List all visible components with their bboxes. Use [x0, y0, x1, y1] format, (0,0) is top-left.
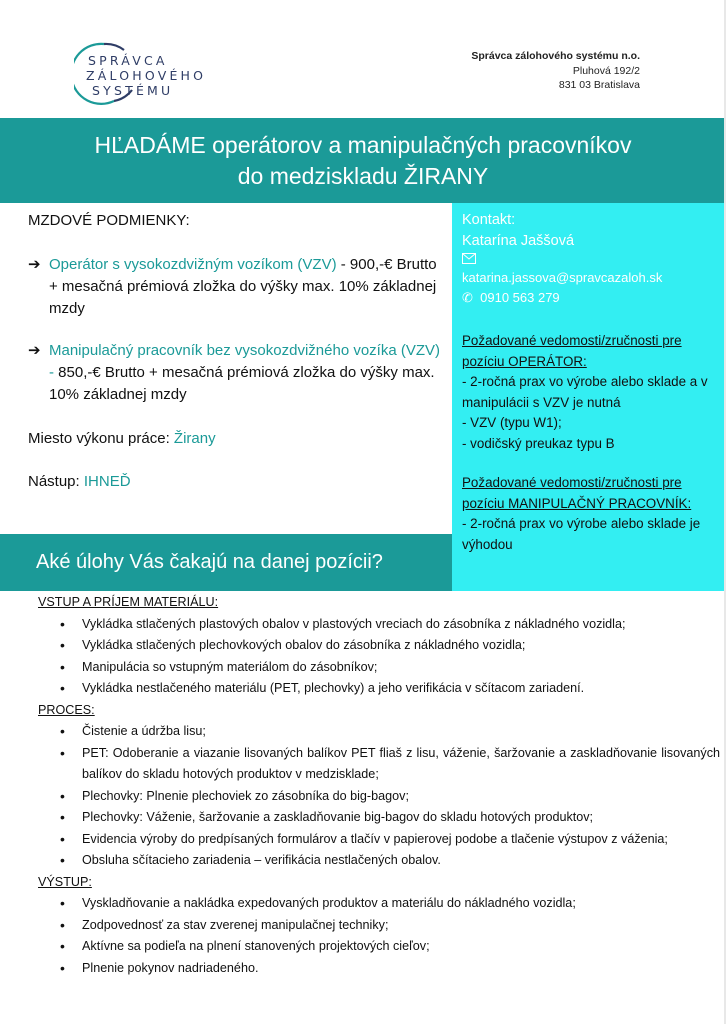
position-title: Manipulačný pracovník bez vysokozdvižného vozíka (VZV) — [49, 342, 441, 359]
list-item: • Vykládka stlačených plastových obalov v plastových vreciach do zásobníka z nákladného vozidla; — [38, 614, 720, 636]
position-sep: - — [336, 256, 346, 273]
contact-phone-row — [462, 288, 716, 308]
list-item: • PET: Odoberanie a viazanie lisovaných balíkov PET fliaš z lisu, váženie, šaržovanie a zaskladňovanie lisovaných balíkov do skladu hotových produktov v medzisklade; — [38, 743, 720, 786]
requirement-item: - 2-ročná prax vo výrobe alebo sklade a v manipulácii s VZV je nutná — [462, 374, 708, 410]
contact-panel — [452, 203, 726, 591]
phone-icon: ✆ — [462, 290, 473, 305]
section-title: VÝSTUP: — [38, 874, 92, 889]
tasks-banner: Aké úlohy Vás čakajú na danej pozícii? — [0, 534, 452, 591]
contact-name: Katarína Jaššová — [462, 233, 575, 249]
requirement-item: - vodičský preukaz typu B — [462, 435, 615, 451]
arrow-right-icon: ➔ — [28, 342, 41, 359]
list-item: • Vykládka nestlačeného materiálu (PET, plechovky) a jeho verifikácia v sčítacom zariadení. — [38, 678, 720, 700]
list-item: • Evidencia výroby do predpísaných formulárov a tlačív v papierovej podobe a tlačenie výstupov z váženia; — [38, 829, 720, 851]
contact-email[interactable]: katarina.jassova@spravcazaloh.sk — [462, 270, 663, 285]
requirement-item: - 2-ročná prax vo výrobe alebo sklade je výhodou — [462, 516, 701, 552]
list-item: • Čistenie a údržba lisu; — [38, 721, 720, 743]
company-city: 831 03 Bratislava — [558, 79, 640, 91]
section-title: VSTUP A PRÍJEM MATERIÁLU: — [38, 595, 219, 609]
work-place-label: Miesto výkonu práce: — [28, 430, 174, 447]
title-line: do medziskladu ŽIRANY — [237, 163, 489, 189]
list-item: • Plnenie pokynov nadriadeného. — [38, 958, 720, 980]
logo — [74, 38, 244, 106]
logo-line: ZÁLOHOVÉHO — [86, 68, 207, 83]
position-item — [28, 254, 448, 320]
position-desc: 900,-€ Brutto + mesačná prémiová zložka do výšky max. 10% základnej mzdy — [49, 256, 437, 317]
start-date — [28, 471, 448, 493]
envelope-icon — [462, 252, 716, 268]
list-item: • Obsluha sčítacieho zariadenia – verifikácia nestlačených obalov. — [38, 850, 720, 872]
company-address — [471, 49, 640, 93]
section-title: PROCES: — [38, 702, 95, 717]
position-desc: 850,-€ Brutto + mesačná prémiová zložka do výšky max. 10% základnej mzdy — [49, 364, 435, 403]
logo-text — [86, 53, 206, 98]
requirement-item: - VZV (typu W1); — [462, 415, 562, 430]
work-place — [28, 428, 448, 450]
position-title: Operátor s vysokozdvižným vozíkom (VZV) — [49, 256, 337, 273]
wage-conditions — [28, 210, 448, 493]
list-item: • Aktívne sa podieľa na plnení stanovených projektových cieľov; — [38, 936, 720, 958]
requirements-title: Požadované vedomosti/zručnosti pre pozíciu OPERÁTOR: — [462, 333, 682, 369]
contact-label: Kontakt: — [462, 212, 516, 228]
title-banner — [0, 118, 726, 203]
start-value: IHNEĎ — [83, 473, 131, 490]
logo-line: SYSTÉMU — [92, 83, 174, 98]
list-item: • Vykládka stlačených plechovkových obalov do zásobníka z nákladného vozidla; — [38, 635, 720, 657]
list-item: • Vyskladňovanie a nakládka expedovaných produktov a materiálu do nákladného vozidla; — [38, 893, 720, 915]
arrow-right-icon: ➔ — [28, 256, 41, 273]
tasks-section — [38, 592, 720, 979]
list-item: • Manipulácia so vstupným materiálom do zásobníkov; — [38, 657, 720, 679]
task-list — [38, 893, 720, 979]
requirements-title: Požadované vedomosti/zručnosti pre pozíciu MANIPULAČNÝ PRACOVNÍK: — [462, 475, 692, 511]
logo-line: SPRÁVCA — [88, 53, 168, 68]
work-place-value: Žirany — [173, 430, 216, 447]
company-street: Pluhová 192/2 — [572, 64, 640, 77]
list-item: • Plechovky: Plnenie plechoviek zo zásobníka do big-bagov; — [38, 786, 720, 808]
list-item: • Zodpovednosť za stav zverenej manipulačnej techniky; — [38, 915, 720, 937]
position-sep: - — [49, 364, 54, 381]
company-name: Správca zálohového systému n.o. — [471, 50, 640, 62]
title-line: HĽADÁME operátorov a manipulačných pracovníkov — [94, 132, 632, 158]
list-item: • Plechovky: Váženie, šaržovanie a zaskladňovanie big-bagov do skladu hotových produktov; — [38, 807, 720, 829]
task-list — [38, 614, 720, 700]
contact-phone[interactable]: 0910 563 279 — [480, 290, 560, 305]
conditions-heading: MZDOVÉ PODMIENKY: — [28, 212, 190, 229]
start-label: Nástup: — [28, 473, 84, 490]
task-list — [38, 721, 720, 872]
position-item — [28, 340, 448, 406]
